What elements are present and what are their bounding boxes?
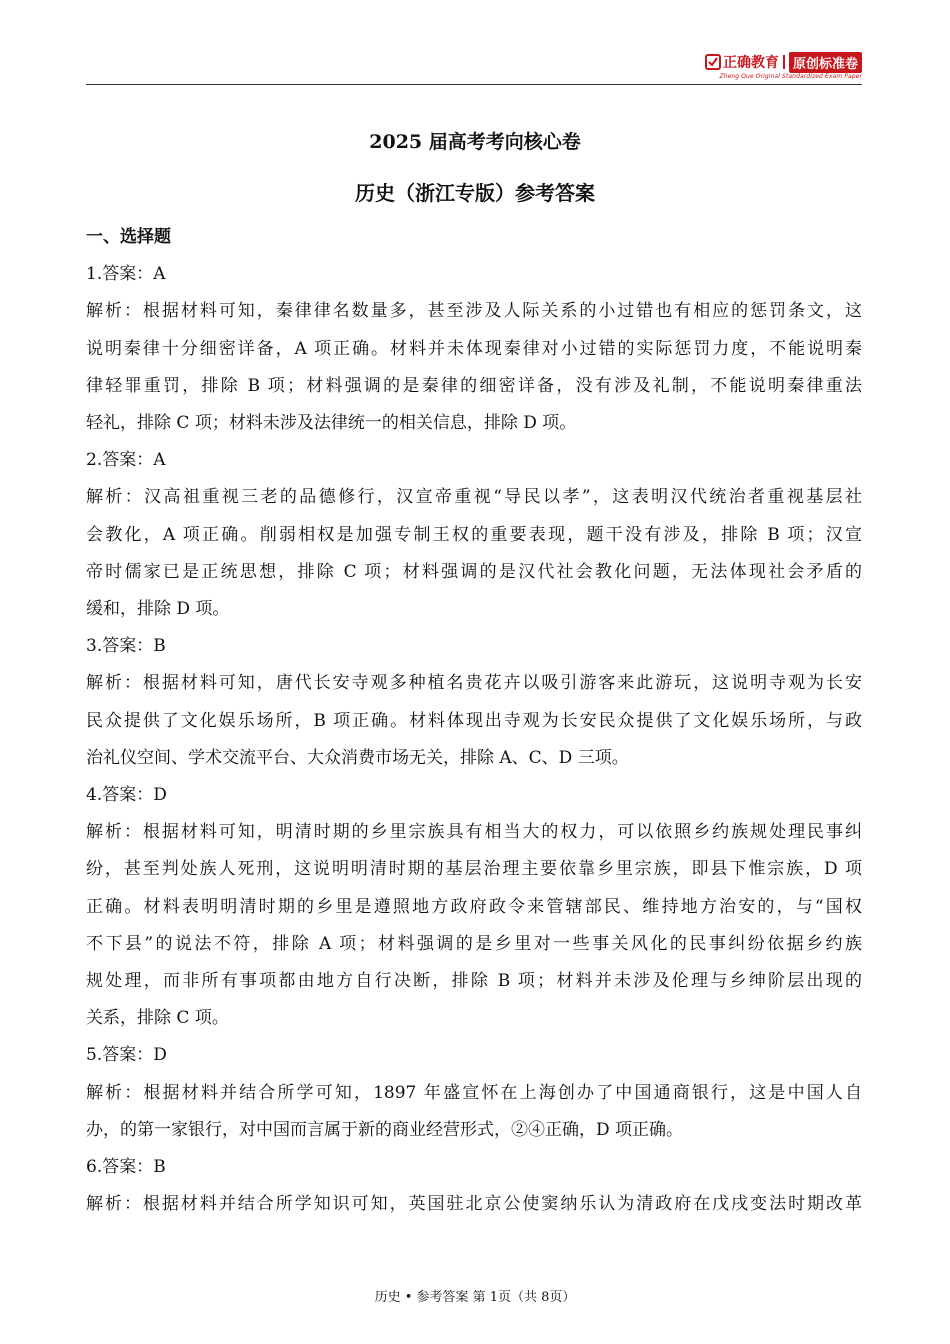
answer-line: 3.答案：B — [86, 636, 166, 657]
header-rule — [86, 84, 862, 85]
answer-key-title: 历史（浙江专版）参考答案 — [355, 181, 595, 205]
answer-line: 1.答案：A — [86, 264, 166, 285]
analysis-line: 正确。材料表明明清时期的乡里是遵照地方政府政令来管辖部民、维持地方治安的，与“国权 — [86, 896, 862, 917]
section-heading: 一、选择题 — [86, 227, 171, 247]
analysis-line: 律轻罪重罚，排除 B 项；材料强调的是秦律的细密详备，没有涉及礼制，不能说明秦律重法 — [86, 375, 862, 396]
analysis-line: 纷，甚至判处族人死刑，这说明明清时期的基层治理主要依靠乡里宗族，即县下惟宗族，D 项 — [86, 859, 862, 880]
exam-title: 2025 届高考考向核心卷 — [369, 131, 581, 153]
page-header — [86, 52, 862, 86]
analysis-line: 帝时儒家已是正统思想，排除 C 项；材料强调的是汉代社会教化问题，无法体现社会矛盾的 — [86, 561, 862, 582]
answer-list — [86, 256, 862, 1223]
analysis-line: 解析：汉高祖重视三老的品德修行，汉宣帝重视“导民以孝”，这表明汉代统治者重视基层社 — [86, 487, 862, 508]
answer-line: 5.答案：D — [86, 1045, 167, 1066]
answer-line: 4.答案：D — [86, 785, 167, 806]
analysis-line: 说明秦律十分细密详备，A 项正确。材料并未体现秦律对小过错的实际惩罚力度，不能说明秦 — [86, 338, 862, 359]
analysis-line: 办，的第一家银行，对中国而言属于新的商业经营形式，②④正确，D 项正确。 — [86, 1119, 684, 1140]
logo-brand: 正确教育 — [722, 55, 779, 71]
logo-subtitle: Zheng Que Original Standardized Exam Paper — [719, 73, 862, 80]
checkmark-icon — [705, 54, 721, 70]
analysis-line: 缓和，排除 D 项。 — [86, 599, 230, 620]
analysis-line: 不下县”的说法不符，排除 A 项；材料强调的是乡里对一些事关风化的民事纠纷依据乡约族 — [86, 933, 862, 954]
analysis-line: 关系，排除 C 项。 — [86, 1008, 229, 1029]
analysis-line: 会教化，A 项正确。削弱相权是加强专制王权的重要表现，题干没有涉及，排除 B 项；汉宣 — [86, 524, 862, 545]
analysis-line: 解析：根据材料可知，明清时期的乡里宗族具有相当大的权力，可以依照乡约族规处理民事纠 — [86, 822, 862, 843]
page-footer: 历史 • 参考答案 第 1页（共 8页） — [374, 1290, 576, 1305]
logo-divider — [783, 55, 785, 69]
answer-content — [86, 219, 862, 1223]
analysis-line: 解析：根据材料可知，唐代长安寺观多种植名贵花卉以吸引游客来此游玩，这说明寺观为长安 — [86, 673, 862, 694]
analysis-line: 民众提供了文化娱乐场所，B 项正确。材料体现出寺观为长安民众提供了文化娱乐场所，与政 — [86, 710, 862, 731]
answer-line: 2.答案：A — [86, 450, 166, 471]
answer-line: 6.答案：B — [86, 1157, 166, 1178]
analysis-line: 轻礼，排除 C 项；材料未涉及法律统一的相关信息，排除 D 项。 — [86, 413, 577, 434]
analysis-line: 规处理，而非所有事项都由地方自行决断，排除 B 项；材料并未涉及伦理与乡绅阶层出现的 — [86, 971, 862, 992]
publisher-logo — [705, 52, 862, 80]
analysis-line: 治礼仪空间、学术交流平台、大众消费市场无关，排除 A、C、D 三项。 — [86, 747, 629, 768]
analysis-line: 解析：根据材料并结合所学知识可知，英国驻北京公使窦纳乐认为清政府在戊戌变法时期改革 — [86, 1194, 862, 1215]
analysis-line: 解析：根据材料可知，秦律律名数量多，甚至涉及人际关系的小过错也有相应的惩罚条文，这 — [86, 301, 862, 322]
logo-tag: 原创标准卷 — [789, 52, 862, 73]
analysis-line: 解析：根据材料并结合所学可知，1897 年盛宣怀在上海创办了中国通商银行，这是中国人自 — [86, 1082, 862, 1103]
